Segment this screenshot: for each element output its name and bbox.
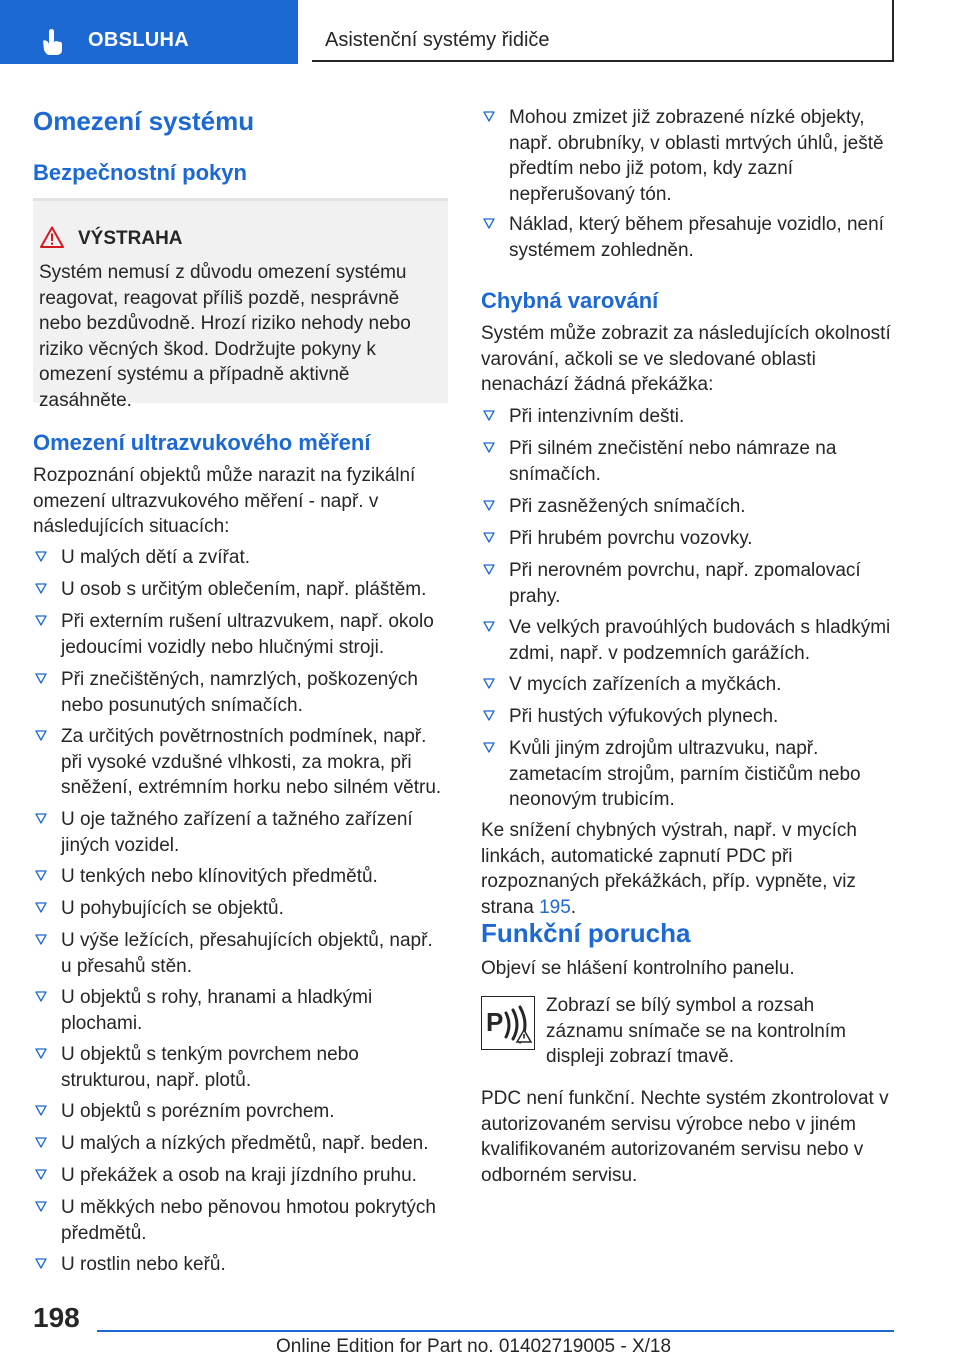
- bullet-triangle-icon: [35, 1169, 47, 1181]
- bullet-triangle-icon: [35, 991, 47, 1003]
- page-number: 198: [33, 1302, 80, 1333]
- bullet-triangle-icon: [35, 615, 47, 627]
- list-item: Při hustých výfukových plynech.: [481, 704, 896, 730]
- bullet-triangle-icon: [483, 621, 495, 633]
- bullet-triangle-icon: [483, 218, 495, 230]
- pdc-fault-icon: [482, 997, 534, 1049]
- list-item: Při silném znečistění nebo námraze na snímačích.: [481, 436, 896, 487]
- bullet-triangle-icon: [35, 902, 47, 914]
- svg-text:P: P: [486, 1007, 504, 1037]
- bullet-triangle-icon: [483, 442, 495, 454]
- subtitle-safety: Bezpečnostní pokyn: [33, 160, 247, 185]
- list-item: U objektů s tenkým povrchem nebo strukturou, např. plotů.: [33, 1042, 448, 1093]
- bullet-triangle-icon: [483, 410, 495, 422]
- bullet-triangle-icon: [35, 673, 47, 685]
- bullet-triangle-icon: [483, 710, 495, 722]
- false-warnings-intro: Systém může zobrazit za následujících okolností varování, ačkoli se ve sledované oblasti nenachází žádná překážka:: [481, 323, 891, 395]
- warning-text: Systém nemusí z důvodu omezení systému reagovat, reagovat příliš pozdě, nesprávně nebo bezdůvodně. Hrozí riziko nehody nebo riziko věcných škod. Dodržujte pokyny k omezení systému a případně aktivně zasáhněte.: [39, 262, 411, 411]
- bullet-triangle-icon: [35, 551, 47, 563]
- section-title: OBSLUHA: [88, 29, 189, 51]
- bullet-triangle-icon: [35, 583, 47, 595]
- list-item: Při nerovném povrchu, např. zpomalovací prahy.: [481, 558, 896, 609]
- bullet-triangle-icon: [483, 742, 495, 754]
- bullet-triangle-icon: [35, 870, 47, 882]
- list-item: Náklad, který během přesahuje vozidlo, není systémem zohledněn.: [481, 212, 896, 263]
- list-item: Mohou zmizet již zobrazené nízké objekty, např. obrubníky, v oblasti mrtvých úhlů, ještě předtím nebo již potom, kdy zazní nepřerušovaný tón.: [481, 105, 896, 207]
- list-item: U tenkých nebo klínovitých předmětů.: [33, 864, 448, 890]
- list-item: U měkkých nebo pěnovou hmotou pokrytých předmětů.: [33, 1195, 448, 1246]
- list-item: U osob s určitým oblečením, např. pláštěm.: [33, 577, 448, 603]
- list-item: Kvůli jiným zdrojům ultrazvuku, např. zametacím strojům, parním čističům nebo neonovým trubicím.: [481, 736, 896, 813]
- warning-title: VÝSTRAHA: [78, 228, 183, 249]
- malfunction-intro: Objeví se hlášení kontrolního panelu.: [481, 958, 795, 979]
- bullet-triangle-icon: [483, 532, 495, 544]
- chapter-title: Asistenční systémy řidiče: [325, 29, 550, 51]
- list-item: Při intenzivním dešti.: [481, 404, 896, 430]
- list-item: Ve velkých pravoúhlých budovách s hladkými zdmi, např. v podzemních garážích.: [481, 615, 896, 666]
- false-warnings-outro: Ke snížení chybných výstrah, např. v mycích linkách, automatické zapnutí PDC při rozpoznaných překážkách, příp. vypněte, viz strana 195.: [481, 820, 857, 918]
- list-item: Za určitých povětrnostních podmínek, např. při vysoké vzdušné vlhkosti, za mokra, při sněžení, extrémním horku nebo silném větru.: [33, 724, 448, 801]
- page-link[interactable]: 195: [539, 896, 571, 918]
- list-item: U rostlin nebo keřů.: [33, 1252, 448, 1278]
- bullet-triangle-icon: [483, 500, 495, 512]
- ultrasonic-intro: Rozpoznání objektů může narazit na fyzikální omezení ultrazvukového měření - např. v následujících situacích:: [33, 465, 416, 537]
- heading-false-warnings: Chybná varování: [481, 288, 659, 313]
- hand-pointer-icon: [38, 28, 66, 56]
- warning-triangle-icon: [40, 226, 64, 248]
- pdc-fault-icon-frame: [481, 996, 535, 1050]
- bullet-triangle-icon: [483, 678, 495, 690]
- list-item: U výše ležících, přesahujících objektů, např. u přesahů stěn.: [33, 928, 448, 979]
- list-item: U malých a nízkých předmětů, např. beden.: [33, 1131, 448, 1157]
- heading-malfunction: Funkční porucha: [481, 918, 691, 948]
- section-tab: [0, 0, 298, 64]
- bullet-triangle-icon: [35, 1201, 47, 1213]
- bullet-triangle-icon: [35, 934, 47, 946]
- bullet-triangle-icon: [35, 1048, 47, 1060]
- list-item: U objektů s rohy, hranami a hladkými plochami.: [33, 985, 448, 1036]
- page-title: Omezení systému: [33, 106, 255, 136]
- bullet-triangle-icon: [35, 1258, 47, 1270]
- list-item: Při zasněžených snímačích.: [481, 494, 896, 520]
- list-item: U objektů s porézním povrchem.: [33, 1099, 448, 1125]
- heading-ultrasonic: Omezení ultrazvukového měření: [33, 430, 371, 455]
- bullet-triangle-icon: [35, 1137, 47, 1149]
- pdc-description: Zobrazí se bílý symbol a rozsah záznamu snímače se na kontrolním displeji zobrazí tmavě.: [546, 995, 846, 1067]
- list-item: Při hrubém povrchu vozovky.: [481, 526, 896, 552]
- bullet-triangle-icon: [35, 813, 47, 825]
- footer-rule: [97, 1330, 894, 1332]
- list-item: U překážek a osob na kraji jízdního pruhu.: [33, 1163, 448, 1189]
- list-item: U pohybujících se objektů.: [33, 896, 448, 922]
- bullet-triangle-icon: [483, 564, 495, 576]
- bullet-triangle-icon: [35, 1105, 47, 1117]
- bullet-triangle-icon: [35, 730, 47, 742]
- list-item: U malých dětí a zvířat.: [33, 545, 448, 571]
- footer-edition: Online Edition for Part no. 01402719005 - X/18: [276, 1336, 672, 1357]
- list-item: V mycích zařízeních a myčkách.: [481, 672, 896, 698]
- malfunction-outro: PDC není funkční. Nechte systém zkontrolovat v autorizovaném servisu výrobce nebo v jiném kvalifikovaném autorizovaném servisu nebo v odborném servisu.: [481, 1088, 889, 1186]
- list-item: U oje tažného zařízení a tažného zařízení jiných vozidel.: [33, 807, 448, 858]
- list-item: Při znečištěných, namrzlých, poškozených nebo posunutých snímačích.: [33, 667, 448, 718]
- bullet-triangle-icon: [483, 111, 495, 123]
- list-item: Při externím rušení ultrazvukem, např. okolo jedoucími vozidly nebo hlučnými stroji.: [33, 609, 448, 660]
